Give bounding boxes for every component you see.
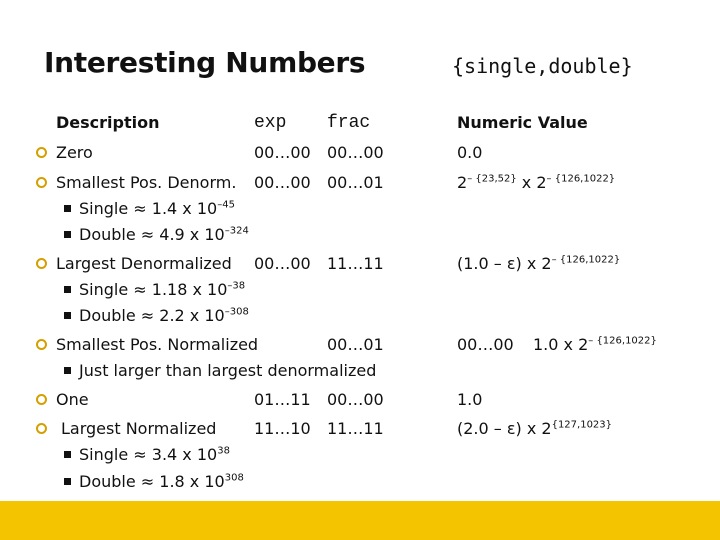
square-bullet-icon	[64, 231, 71, 238]
square-bullet-icon	[64, 478, 71, 485]
sub-item-single: Single ≈ 1.18 x $10^{-38}$	[64, 280, 245, 299]
header-exp: exp	[254, 113, 287, 133]
row-largest-norm-frac: 11…11	[327, 419, 384, 438]
sub-item-note: Just larger than largest denormalized	[64, 361, 376, 380]
row-largest-norm-desc: Largest Normalized	[61, 419, 217, 438]
row-zero-value: 0.0	[457, 143, 483, 162]
page-title: Interesting Numbers	[44, 46, 366, 79]
circle-bullet-icon	[36, 423, 47, 434]
row-smallest-denorm-exp: 00…00	[254, 173, 311, 192]
circle-bullet-icon	[36, 394, 47, 405]
square-bullet-icon	[64, 312, 71, 319]
row-largest-norm-exp: 11…10	[254, 419, 311, 438]
row-one-exp: 01…11	[254, 390, 311, 409]
row-smallest-denorm-frac: 00…01	[327, 173, 384, 192]
subtitle: {single,double}	[452, 54, 633, 78]
row-zero-desc: Zero	[56, 143, 93, 162]
header-numeric-value: Numeric Value	[457, 113, 588, 132]
header-description: Description	[56, 113, 160, 132]
sub-item-double: Double ≈ 2.2 x $10^{-308}$	[64, 306, 249, 325]
row-largest-norm-value: (2.0 – ε) x $2^{\{127,1023\}}$	[457, 419, 613, 438]
circle-bullet-icon	[36, 339, 47, 350]
square-bullet-icon	[64, 451, 71, 458]
square-bullet-icon	[64, 367, 71, 374]
row-zero-frac: 00…00	[327, 143, 384, 162]
sub-item-double: Double ≈ 1.8 x $10^{308}$	[64, 472, 244, 491]
square-bullet-icon	[64, 286, 71, 293]
row-one-desc: One	[56, 390, 89, 409]
row-smallest-denorm-value: $2^{- \{23,52\}}$ x $2^{- \{126,1022\}}$	[457, 173, 616, 192]
header-frac: frac	[327, 113, 371, 133]
circle-bullet-icon	[36, 147, 47, 158]
square-bullet-icon	[64, 205, 71, 212]
circle-bullet-icon	[36, 177, 47, 188]
row-zero-exp: 00…00	[254, 143, 311, 162]
row-smallest-norm-value: 1.0 x $2^{- \{126,1022\}}$	[533, 335, 657, 354]
row-smallest-norm-desc: Smallest Pos. Normalized	[56, 335, 259, 354]
row-one-value: 1.0	[457, 390, 483, 409]
sub-item-single: Single ≈ 3.4 x $10^{38}$	[64, 445, 230, 464]
sub-item-single: Single ≈ 1.4 x $10^{-45}$	[64, 199, 235, 218]
footer-accent-bar	[0, 501, 720, 540]
row-smallest-norm-value-exp: 00…00	[457, 335, 514, 354]
circle-bullet-icon	[36, 258, 47, 269]
row-largest-denorm-value: (1.0 – ε) x $2^{- \{126,1022\}}$	[457, 254, 621, 273]
row-largest-denorm-frac: 11…11	[327, 254, 384, 273]
row-largest-denorm-desc: Largest Denormalized	[56, 254, 232, 273]
sub-item-double: Double ≈ 4.9 x $10^{-324}$	[64, 225, 249, 244]
row-one-frac: 00…00	[327, 390, 384, 409]
row-largest-denorm-exp: 00…00	[254, 254, 311, 273]
row-smallest-norm-frac: 00…01	[327, 335, 384, 354]
row-smallest-denorm-desc: Smallest Pos. Denorm.	[56, 173, 237, 192]
